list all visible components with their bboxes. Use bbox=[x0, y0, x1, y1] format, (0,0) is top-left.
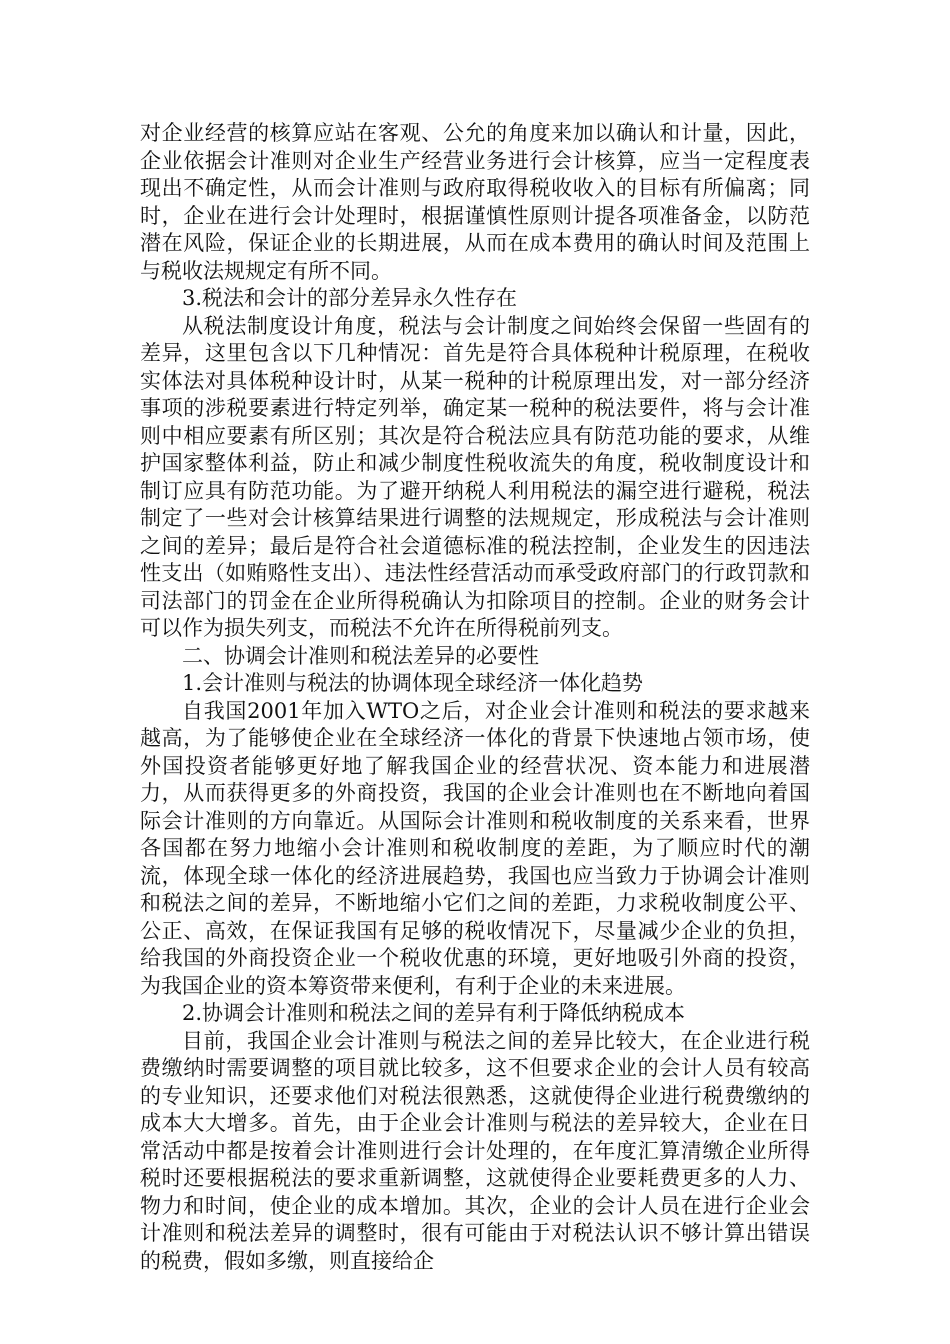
paragraph-global-integration: 自我国2001年加入WTO之后，对企业会计准则和税法的要求越来越高，为了能够使企业在全球经济一体化的背景下快速地占领市场，使外国投资者能够更好地了解我国企业的经营状况、资本能力和进展潜力，从而获得更多的外商投资，我国的企业会计准则也在不断地向着国际会计准则的方向靠近。从国际会计准则和税收制度的关系来看，世界各国都在努力地缩小会计准则和税收制度的差距，为了顺应时代的潮流，体现全球一体化的经济进展趋势，我国也应当致力于协调会计准则和税法之间的差异，不断地缩小它们之间的差距，力求税收制度公平、公正、高效，在保证我国有足够的税收情况下，尽量减少企业的负担，给我国的外商投资企业一个税收优惠的环境，更好地吸引外商的投资，为我国企业的资本筹资带来便利，有利于企业的未来进展。 bbox=[140, 698, 810, 998]
paragraph-reduce-tax-cost: 目前，我国企业会计准则与税法之间的差异比较大，在企业进行税费缴纳时需要调整的项目就比较多，这不但要求企业的会计人员有较高的专业知识，还要求他们对税法很熟悉，这就使得企业进行税费缴纳的成本大大增多。首先，由于企业会计准则与税法的差异较大，企业在日常活动中都是按着会计准则进行会计处理的，在年度汇算清缴企业所得税时还要根据税法的要求重新调整，这就使得企业要耗费更多的人力、物力和时间，使企业的成本增加。其次，企业的会计人员在进行企业会计准则和税法差异的调整时，很有可能由于对税法认识不够计算出错误的税费，假如多缴，则直接给企 bbox=[140, 1028, 810, 1273]
heading-reduce-tax-cost: 2.协调会计准则和税法之间的差异有利于降低纳税成本 bbox=[182, 1001, 686, 1025]
section-heading-necessity: 二、协调会计准则和税法差异的必要性 bbox=[182, 643, 539, 668]
heading-permanent-differences: 3.税法和会计的部分差异永久性存在 bbox=[182, 286, 518, 310]
paragraph-permanent-differences: 从税法制度设计角度，税法与会计制度之间始终会保留一些固有的差异，这里包含以下几种情况：首先是符合具体税种计税原理，在税收实体法对具体税种设计时，从某一税种的计税原理出发，对一部分经济事项的涉税要素进行特定列举，确定某一税种的税法要件，将与会计准则中相应要素有所区别；其次是符合税法应具有防范功能的要求，从维护国家整体利益，防止和减少制度性税收流失的角度，税收制度设计和制订应具有防范功能。为了避开纳税人利用税法的漏空进行避税，税法制定了一些对会计核算结果进行调整的法规规定，形成税法与会计准则之间的差异；最后是符合社会道德标准的税法控制，企业发生的因违法性支出（如贿赂性支出）、违法性经营活动而承受政府部门的行政罚款和司法部门的罚金在企业所得税确认为扣除项目的控制。企业的财务会计可以作为损失列支，而税法不允许在所得税前列支。 bbox=[140, 313, 810, 640]
paragraph-tax-accounting-purpose: 对企业经营的核算应站在客观、公允的角度来加以确认和计量，因此，企业依据会计准则对企业生产经营业务进行会计核算，应当一定程度表现出不确定性，从而会计准则与政府取得税收收入的目标有所偏离；同时，企业在进行会计处理时，根据谨慎性原则计提各项准备金，以防范潜在风险，保证企业的长期进展，从而在成本费用的确认时间及范围上与税收法规规定有所不同。 bbox=[140, 121, 810, 283]
document-page bbox=[140, 120, 810, 1275]
heading-global-integration: 1.会计准则与税法的协调体现全球经济一体化趋势 bbox=[182, 671, 644, 695]
